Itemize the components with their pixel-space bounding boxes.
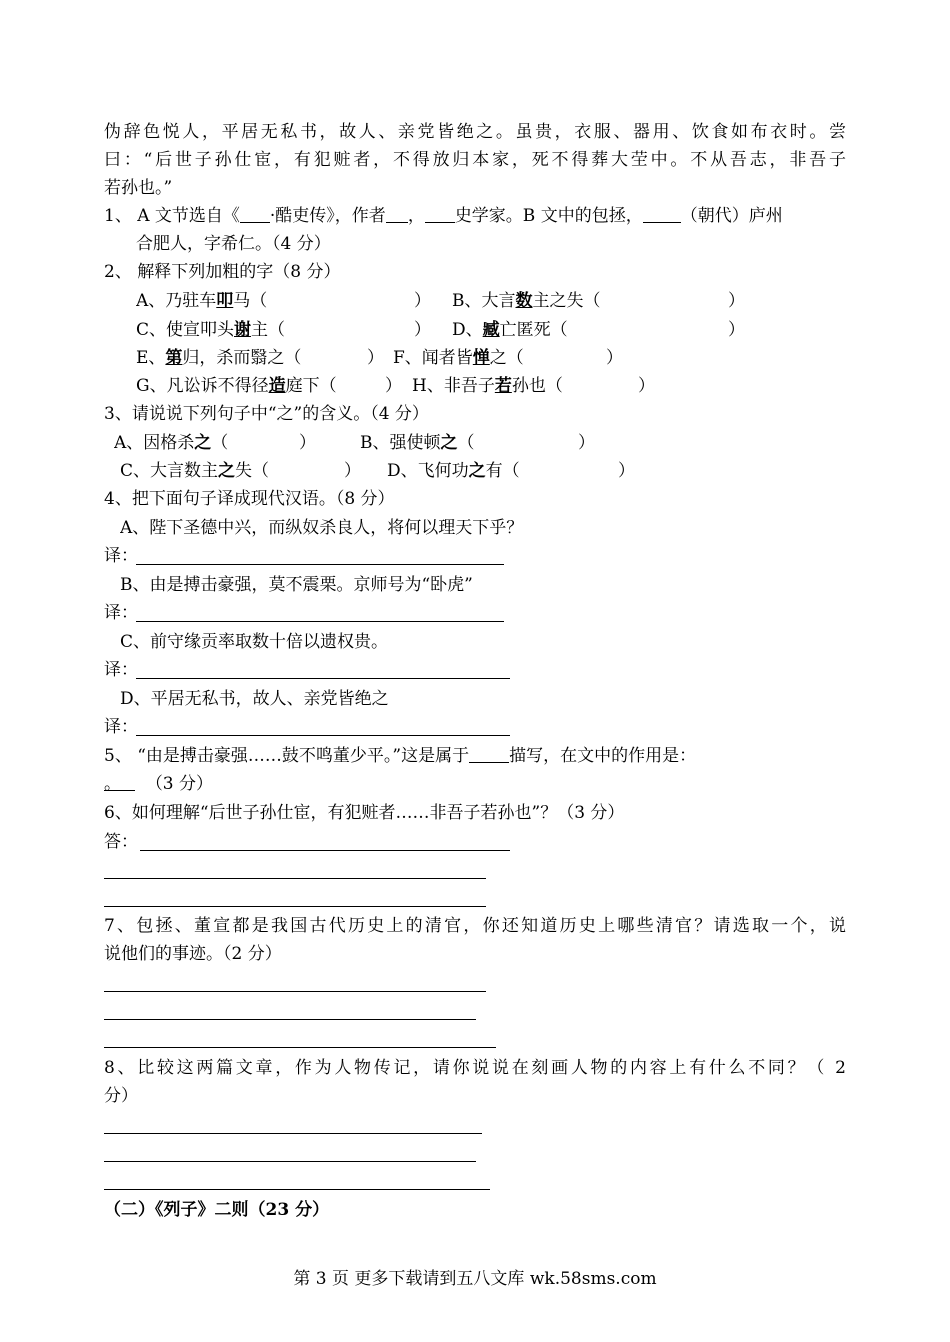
question-4-title: 4、把下面句子译成现代汉语。（8 分） [104,489,395,509]
q7-answer-line-1[interactable] [104,991,486,992]
q3-b-pre: B、强使顿 [360,433,441,453]
q3-a-close: ） [299,433,316,453]
q4-label-d: 译： [104,717,138,737]
q2-f-close: ） [606,348,623,368]
question-2-title: 2、 解释下列加粗的字（8 分） [104,262,341,282]
q6-answer-label: 答： [104,832,138,852]
q3-c-post: 失（ [235,461,270,481]
q3-d-close: ） [618,461,635,481]
q6-answer-line-2[interactable] [104,878,486,879]
q2-item-h [412,372,712,400]
q1-text-d: 史学家。B 文中的包拯， [454,206,643,226]
q5-blank-type[interactable] [469,742,509,763]
section-heading-liezi: （二）《列子》二则（23 分） [104,1200,330,1220]
q4-answer-line-a[interactable] [136,564,504,565]
question-5 [104,742,846,770]
q3-c-close: ） [344,461,361,481]
q1-blank-author[interactable] [386,202,408,223]
q1-blank-dynasty-a[interactable] [425,202,455,223]
question-6-title: 6、如何理解“后世子孙仕宦，有犯赃者……非吾子若孙也”？（3 分） [104,803,625,823]
q7-answer-line-3[interactable] [104,1047,496,1048]
q2-d-post: 亡匿死（ [499,320,568,340]
q2-g-pre: G、凡讼诉不得径 [136,376,269,396]
question-5-cont [104,770,846,798]
q6-answer-line-3[interactable] [104,906,486,907]
q4-sentence-b: B、由是搏击豪强，莫不震栗。京师号为“卧虎” [120,575,473,595]
question-8-line-2: 分） [104,1086,138,1106]
q2-e-pre: E、 [136,348,166,368]
q3-item-a [114,429,364,457]
q2-a-post: 马（ [233,291,268,311]
q3-d-post: 有（ [485,461,520,481]
q4-sentence-c: C、前守缘贡率取数十倍以遗权贵。 [120,632,389,652]
q5-text-d: （3 分） [145,774,214,794]
question-1 [104,202,846,230]
q1-text-e: （朝代）庐州 [680,206,783,226]
q2-e-key: 第 [165,348,183,368]
q2-d-pre: D、 [452,320,483,340]
q2-b-key: 数 [515,291,533,311]
q5-text-b: 描写，在文中的作用是： [509,746,697,766]
passage-line-2: 曰：“后世子孙仕宦，有犯赃者，不得放归本家，死不得葬大茔中。不从吾志，非吾子 [104,150,846,170]
q2-e-post: 归，杀而翳之（ [182,348,302,368]
question-1-cont: 合肥人，字希仁。（4 分） [136,234,331,254]
q1-blank-dynasty-b[interactable] [643,202,681,223]
q2-a-close: ） [414,291,431,311]
q2-c-key: 谢 [234,320,252,340]
q1-blank-book[interactable] [240,202,270,223]
q1-text-b: ·酷吏传》，作者 [269,206,386,226]
passage-line-1: 伪辞色悦人，平居无私书，故人、亲党皆绝之。虽贵，衣服、器用、饮食如布衣时。尝 [104,122,846,142]
q2-item-c [136,316,436,344]
q2-h-post: 孙也（ [511,376,563,396]
q3-b-close: ） [578,433,595,453]
q2-b-close: ） [728,291,745,311]
q4-label-a: 译： [104,546,138,566]
question-7-line-1: 7、包拯、董宣都是我国古代历史上的清官，你还知道历史上哪些清官？请选取一个，说 [104,916,846,936]
q4-answer-line-d[interactable] [136,735,510,736]
q2-d-close: ） [728,320,745,340]
q2-f-key: 惮 [472,348,490,368]
q2-c-post: 主（ [251,320,286,340]
q5-text-a: 5、 “由是搏击豪强……鼓不鸣董少平。”这是属于 [104,746,470,766]
q8-answer-line-3[interactable] [104,1189,490,1190]
question-7-line-2: 说他们的事迹。（2 分） [104,944,282,964]
q3-item-b [360,429,610,457]
q2-h-close: ） [638,376,655,396]
q2-c-close: ） [414,320,431,340]
page-footer: 第 3 页 更多下载请到五八文库 wk.58sms.com [293,1269,657,1289]
q2-c-pre: C、使宣叩头 [136,320,235,340]
q2-a-pre: A、乃驻车 [136,291,217,311]
q4-label-c: 译： [104,660,138,680]
q2-h-pre: H、非吾子 [412,376,495,396]
q2-item-a [136,287,436,315]
q2-h-key: 若 [494,376,512,396]
q1-text-c: ， [407,206,425,226]
question-8-line-1: 8、比较这两篇文章，作为人物传记，请你说说在刻画人物的内容上有什么不同？（ 2 [104,1058,846,1078]
q2-f-post: 之（ [489,348,524,368]
question-3-title: 3、请说说下列句子中“之”的含义。（4 分） [104,404,429,424]
q2-item-e [136,344,436,372]
q2-item-f [393,344,693,372]
q3-item-c [120,457,370,485]
q8-answer-line-2[interactable] [104,1161,476,1162]
q2-g-key: 造 [268,376,286,396]
q4-label-b: 译： [104,603,138,623]
q3-d-pre: D、飞何功 [387,461,469,481]
q3-d-key: 之 [468,461,486,481]
q3-item-d [387,457,637,485]
q5-blank-effect[interactable] [121,770,135,791]
q2-b-pre: B、大言 [452,291,516,311]
q2-item-b [452,287,752,315]
q8-answer-line-1[interactable] [104,1133,482,1134]
q2-g-close: ） [385,376,402,396]
q3-b-key: 之 [440,433,458,453]
q3-c-pre: C、大言数主 [120,461,219,481]
q4-answer-line-c[interactable] [136,678,510,679]
q2-a-key: 叩 [216,291,234,311]
q2-b-post: 主之失（ [532,291,601,311]
q4-sentence-a: A、陛下圣德中兴，而纵奴杀良人，将何以理天下乎？ [120,518,524,538]
q1-text-a: 1、 A 文节选自《 [104,206,240,226]
q2-d-key: 臧 [482,320,500,340]
q2-g-post: 庭下（ [285,376,337,396]
q3-b-post: （ [457,433,475,453]
q4-answer-line-b[interactable] [136,621,504,622]
q3-a-key: 之 [194,433,212,453]
q2-f-pre: F、闻者皆 [393,348,473,368]
q7-answer-line-2[interactable] [104,1019,476,1020]
q2-item-d [452,316,752,344]
q6-answer-line-1[interactable] [140,850,510,851]
passage-line-3: 若孙也。” [104,178,173,198]
q3-a-pre: A、因格杀 [114,433,195,453]
q4-sentence-d: D、平居无私书，故人、亲党皆绝之 [120,689,389,709]
q3-a-post: （ [211,433,229,453]
q5-text-c: 。 [104,774,121,794]
q3-c-key: 之 [218,461,236,481]
q2-e-close: ） [367,348,384,368]
